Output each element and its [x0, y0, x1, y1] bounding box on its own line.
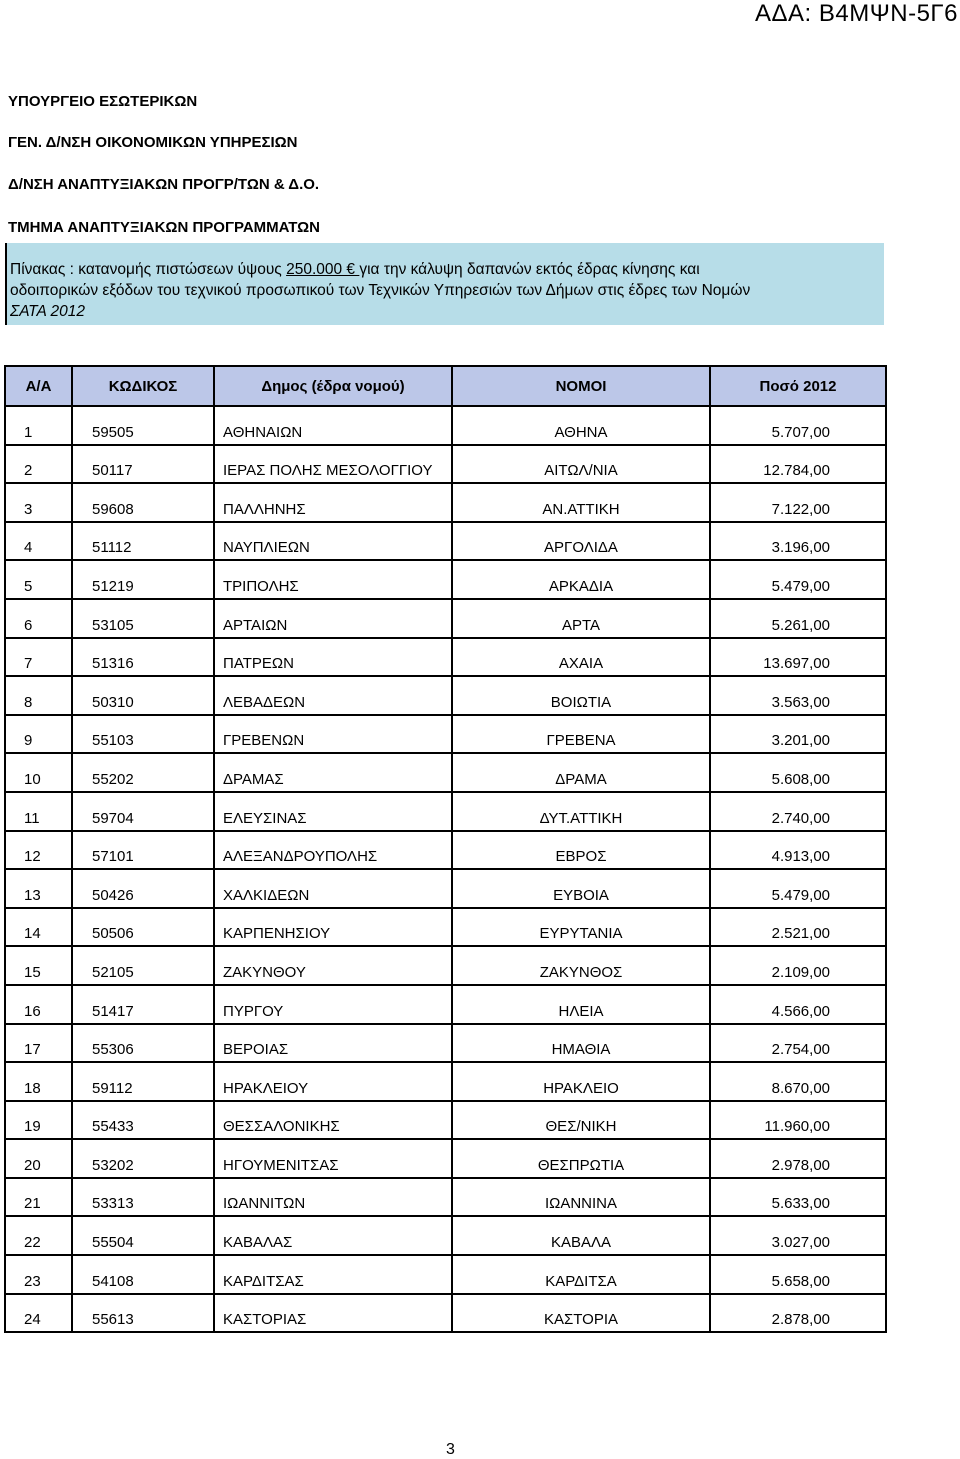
cell-prefecture: ΑΝ.ΑΤΤΙΚΗ: [452, 483, 710, 522]
cell-amount: 8.670,00: [710, 1062, 886, 1101]
cell-prefecture: ΙΩΑΝΝΙΝΑ: [452, 1178, 710, 1217]
cell-code: 59505: [72, 406, 214, 445]
cell-code: 57101: [72, 831, 214, 870]
cell-amount: 4.913,00: [710, 831, 886, 870]
cell-prefecture: ΚΑΣΤΟΡΙΑ: [452, 1294, 710, 1333]
cell-code: 53202: [72, 1139, 214, 1178]
header-code: ΚΩΔΙΚΟΣ: [72, 366, 214, 406]
cell-aa: 19: [5, 1101, 72, 1140]
cell-code: 55103: [72, 715, 214, 754]
title-prefix: Πίνακας : κατανομής πιστώσεων ύψους: [10, 261, 287, 278]
cell-municipality: ΚΑΒΑΛΑΣ: [214, 1216, 452, 1255]
cell-prefecture: ΚΑΡΔΙΤΣΑ: [452, 1255, 710, 1294]
cell-prefecture: ΕΒΡΟΣ: [452, 831, 710, 870]
cell-prefecture: ΑΘΗΝΑ: [452, 406, 710, 445]
cell-amount: 3.563,00: [710, 676, 886, 715]
cell-municipality: ΑΡΤΑΙΩΝ: [214, 599, 452, 638]
header-municipality: Δημος (έδρα νομού): [214, 366, 452, 406]
cell-code: 59112: [72, 1062, 214, 1101]
table-row: [5, 522, 886, 561]
header-aa: Α/Α: [5, 366, 72, 406]
cell-municipality: ΑΘΗΝΑΙΩΝ: [214, 406, 452, 445]
header-prefecture: ΝΟΜΟΙ: [452, 366, 710, 406]
table-row: [5, 638, 886, 677]
cell-amount: 12.784,00: [710, 445, 886, 484]
table-row: [5, 1294, 886, 1333]
cell-amount: 2.740,00: [710, 792, 886, 831]
title-amount: 250.000 €: [286, 261, 360, 278]
cell-municipality: ΘΕΣΣΑΛΟΝΙΚΗΣ: [214, 1101, 452, 1140]
cell-amount: 5.479,00: [710, 869, 886, 908]
cell-code: 55613: [72, 1294, 214, 1333]
allocation-table: [4, 365, 887, 1333]
department: ΤΜΗΜΑ ΑΝΑΠΤΥΞΙΑΚΩΝ ΠΡΟΓΡΑΜΜΑΤΩΝ: [8, 219, 321, 236]
cell-code: 53313: [72, 1178, 214, 1217]
cell-code: 51219: [72, 560, 214, 599]
cell-municipality: ΖΑΚΥΝΘΟΥ: [214, 946, 452, 985]
cell-amount: 13.697,00: [710, 638, 886, 677]
table-row: [5, 908, 886, 947]
cell-municipality: ΠΑΤΡΕΩΝ: [214, 638, 452, 677]
cell-prefecture: ΑΡΚΑΔΙΑ: [452, 560, 710, 599]
cell-aa: 10: [5, 753, 72, 792]
cell-municipality: ΝΑΥΠΛΙΕΩΝ: [214, 522, 452, 561]
cell-amount: 11.960,00: [710, 1101, 886, 1140]
table-row: [5, 792, 886, 831]
cell-amount: 5.261,00: [710, 599, 886, 638]
cell-prefecture: ΓΡΕΒΕΝΑ: [452, 715, 710, 754]
cell-amount: 2.878,00: [710, 1294, 886, 1333]
cell-code: 59608: [72, 483, 214, 522]
cell-aa: 23: [5, 1255, 72, 1294]
ada-code: ΑΔΑ: Β4ΜΨΝ-5Γ6: [754, 0, 958, 27]
cell-municipality: ΚΑΣΤΟΡΙΑΣ: [214, 1294, 452, 1333]
cell-prefecture: ΑΡΤΑ: [452, 599, 710, 638]
cell-code: 52105: [72, 946, 214, 985]
cell-municipality: ΛΕΒΑΔΕΩΝ: [214, 676, 452, 715]
cell-code: 50506: [72, 908, 214, 947]
cell-amount: 5.633,00: [710, 1178, 886, 1217]
cell-aa: 13: [5, 869, 72, 908]
table-row: [5, 715, 886, 754]
table-row: [5, 946, 886, 985]
cell-prefecture: ΘΕΣΠΡΩΤΙΑ: [452, 1139, 710, 1178]
cell-municipality: ΤΡΙΠΟΛΗΣ: [214, 560, 452, 599]
cell-code: 51417: [72, 985, 214, 1024]
cell-amount: 2.978,00: [710, 1139, 886, 1178]
cell-municipality: ΚΑΡΠΕΝΗΣΙΟΥ: [214, 908, 452, 947]
cell-municipality: ΧΑΛΚΙΔΕΩΝ: [214, 869, 452, 908]
title-line-1: [10, 259, 884, 280]
cell-amount: 2.754,00: [710, 1024, 886, 1063]
table-row: [5, 676, 886, 715]
cell-aa: 24: [5, 1294, 72, 1333]
cell-amount: 3.027,00: [710, 1216, 886, 1255]
cell-aa: 2: [5, 445, 72, 484]
cell-amount: 5.608,00: [710, 753, 886, 792]
table-row: [5, 831, 886, 870]
cell-aa: 17: [5, 1024, 72, 1063]
cell-code: 50117: [72, 445, 214, 484]
title-line-3: ΣΑΤΑ 2012: [10, 303, 85, 320]
table-title-box: [5, 243, 884, 325]
table-row: [5, 599, 886, 638]
cell-municipality: ΙΩΑΝΝΙΤΩΝ: [214, 1178, 452, 1217]
cell-amount: 2.109,00: [710, 946, 886, 985]
cell-municipality: ΗΡΑΚΛΕΙΟΥ: [214, 1062, 452, 1101]
cell-aa: 8: [5, 676, 72, 715]
header-amount: Ποσό 2012: [710, 366, 886, 406]
cell-municipality: ΓΡΕΒΕΝΩΝ: [214, 715, 452, 754]
cell-aa: 14: [5, 908, 72, 947]
cell-prefecture: ΕΥΡΥΤΑΝΙΑ: [452, 908, 710, 947]
cell-municipality: ΙΕΡΑΣ ΠΟΛΗΣ ΜΕΣΟΛΟΓΓΙΟΥ: [214, 445, 452, 484]
cell-prefecture: ΑΙΤΩΛ/ΝΙΑ: [452, 445, 710, 484]
cell-prefecture: ΖΑΚΥΝΘΟΣ: [452, 946, 710, 985]
cell-code: 55306: [72, 1024, 214, 1063]
table-row: [5, 753, 886, 792]
cell-amount: 3.201,00: [710, 715, 886, 754]
cell-aa: 6: [5, 599, 72, 638]
cell-amount: 5.707,00: [710, 406, 886, 445]
table-header-row: [5, 366, 886, 406]
table-row: [5, 1178, 886, 1217]
cell-code: 51316: [72, 638, 214, 677]
cell-code: 53105: [72, 599, 214, 638]
cell-aa: 18: [5, 1062, 72, 1101]
cell-municipality: ΕΛΕΥΣΙΝΑΣ: [214, 792, 452, 831]
cell-aa: 21: [5, 1178, 72, 1217]
table-row: [5, 483, 886, 522]
cell-amount: 7.122,00: [710, 483, 886, 522]
cell-aa: 3: [5, 483, 72, 522]
table-row: [5, 560, 886, 599]
cell-aa: 22: [5, 1216, 72, 1255]
directorate: Δ/ΝΣΗ ΑΝΑΠΤΥΞΙΑΚΩΝ ΠΡΟΓΡ/ΤΩΝ & Δ.Ο.: [8, 176, 320, 193]
cell-aa: 9: [5, 715, 72, 754]
cell-code: 51112: [72, 522, 214, 561]
table-row: [5, 406, 886, 445]
table-row: [5, 1216, 886, 1255]
cell-aa: 7: [5, 638, 72, 677]
cell-code: 55504: [72, 1216, 214, 1255]
cell-prefecture: ΕΥΒΟΙΑ: [452, 869, 710, 908]
table-row: [5, 1139, 886, 1178]
cell-aa: 4: [5, 522, 72, 561]
ministry-name: ΥΠΟΥΡΓΕΙΟ ΕΣΩΤΕΡΙΚΩΝ: [8, 93, 198, 110]
cell-municipality: ΚΑΡΔΙΤΣΑΣ: [214, 1255, 452, 1294]
cell-aa: 15: [5, 946, 72, 985]
table-row: [5, 445, 886, 484]
cell-aa: 12: [5, 831, 72, 870]
cell-code: 55202: [72, 753, 214, 792]
title-line-2: οδοιπορικών εξόδων του τεχνικού προσωπικού των Τεχνικών Υπηρεσιών των Δήμων στις έδρες των Νομών: [10, 282, 751, 299]
cell-municipality: ΑΛΕΞΑΝΔΡΟΥΠΟΛΗΣ: [214, 831, 452, 870]
cell-municipality: ΠΥΡΓΟΥ: [214, 985, 452, 1024]
cell-prefecture: ΗΜΑΘΙΑ: [452, 1024, 710, 1063]
cell-aa: 11: [5, 792, 72, 831]
cell-prefecture: ΔΡΑΜΑ: [452, 753, 710, 792]
general-directorate: ΓΕΝ. Δ/ΝΣΗ ΟΙΚΟΝΟΜΙΚΩΝ ΥΠΗΡΕΣΙΩΝ: [8, 134, 298, 151]
cell-code: 54108: [72, 1255, 214, 1294]
cell-code: 50310: [72, 676, 214, 715]
cell-municipality: ΠΑΛΛΗΝΗΣ: [214, 483, 452, 522]
cell-aa: 1: [5, 406, 72, 445]
cell-municipality: ΒΕΡΟΙΑΣ: [214, 1024, 452, 1063]
table-body: [5, 406, 886, 1332]
cell-code: 50426: [72, 869, 214, 908]
table-row: [5, 985, 886, 1024]
cell-amount: 2.521,00: [710, 908, 886, 947]
table-row: [5, 1024, 886, 1063]
table-row: [5, 1255, 886, 1294]
cell-prefecture: ΒΟΙΩΤΙΑ: [452, 676, 710, 715]
table-row: [5, 1062, 886, 1101]
table-row: [5, 869, 886, 908]
cell-aa: 16: [5, 985, 72, 1024]
title-suffix: για την κάλυψη δαπανών εκτός έδρας κίνησης και: [359, 261, 700, 278]
cell-code: 59704: [72, 792, 214, 831]
cell-aa: 20: [5, 1139, 72, 1178]
cell-prefecture: ΑΧΑΙΑ: [452, 638, 710, 677]
cell-municipality: ΔΡΑΜΑΣ: [214, 753, 452, 792]
cell-amount: 3.196,00: [710, 522, 886, 561]
cell-prefecture: ΗΛΕΙΑ: [452, 985, 710, 1024]
cell-amount: 5.479,00: [710, 560, 886, 599]
cell-code: 55433: [72, 1101, 214, 1140]
cell-amount: 5.658,00: [710, 1255, 886, 1294]
cell-prefecture: ΘΕΣ/ΝΙΚΗ: [452, 1101, 710, 1140]
cell-amount: 4.566,00: [710, 985, 886, 1024]
cell-prefecture: ΔΥΤ.ΑΤΤΙΚΗ: [452, 792, 710, 831]
cell-aa: 5: [5, 560, 72, 599]
cell-municipality: ΗΓΟΥΜΕΝΙΤΣΑΣ: [214, 1139, 452, 1178]
cell-prefecture: ΚΑΒΑΛΑ: [452, 1216, 710, 1255]
cell-prefecture: ΗΡΑΚΛΕΙΟ: [452, 1062, 710, 1101]
page-number: 3: [446, 1441, 455, 1458]
cell-prefecture: ΑΡΓΟΛΙΔΑ: [452, 522, 710, 561]
table-row: [5, 1101, 886, 1140]
